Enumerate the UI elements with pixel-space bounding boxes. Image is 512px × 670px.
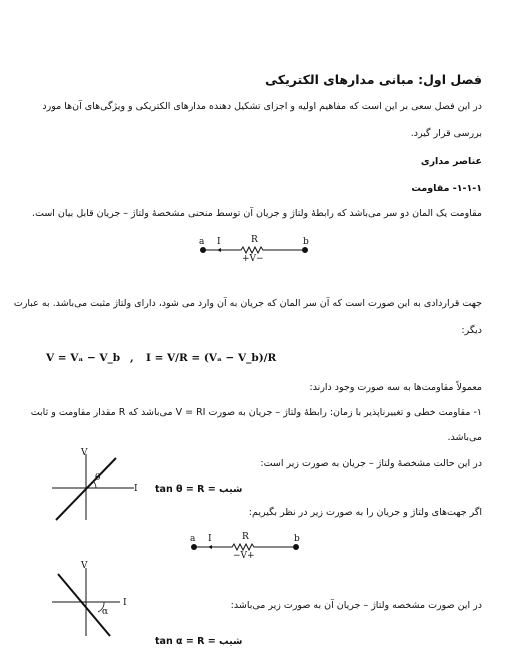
subsection-heading: ۱-۱-۱- مقاومت: [411, 183, 482, 194]
circuit1-node-b: b: [303, 237, 309, 247]
curve1-text: در این حالت مشخصهٔ ولتاژ – جریان به صورت زیر است:: [260, 458, 482, 469]
reverse-directions-text: اگر جهت‌های ولتاژ و جریان را به صورت زیر در نظر بگیریم:: [248, 507, 482, 518]
circuit1-current-arrow-icon: [217, 248, 221, 252]
circuit2-polarity: −V+: [233, 551, 255, 561]
resistance-definition: مقاومت یک المان دو سر می‌باشد که رابطهٔ ولتاژ و جریان آن توسط منحنی مشخصهٔ ولتاژ – جریان قابل بیان است.: [31, 208, 482, 219]
circuit1-current-label: I: [217, 237, 221, 247]
section-heading: عناصر مداری: [420, 156, 482, 167]
graph2-y-label: V: [81, 561, 88, 571]
chapter-title: فصل اول: مبانی مدارهای الکتریکی: [265, 72, 482, 87]
graph2-x-label: I: [123, 598, 127, 608]
graph1-x-label: I: [134, 484, 138, 494]
intro-line-2: بررسی قرار گیرد.: [410, 128, 482, 139]
graph2-characteristic-line: [58, 574, 110, 636]
circuit2-node-b: b: [294, 534, 300, 544]
intro-line-1: در این فصل سعی بر این است که مفاهیم اولیه و اجزای تشکیل دهنده مدارهای الکتریکی و ویژگی‌های آن‌ها مورد: [42, 101, 482, 112]
linear-resistor-line-2: می‌باشد.: [447, 432, 482, 443]
circuit2-current-label: I: [208, 534, 212, 544]
linear-resistor-line-1: ۱- مقاومت خطی و تغییرناپذیر با زمان: رابطهٔ ولتاژ – جریان به صورت V = RI می‌باشد که R مقدار مقاومت و ثابت: [30, 407, 482, 418]
vi-graph-1: [50, 448, 140, 526]
circuit1-polarity: +V−: [242, 254, 264, 264]
circuit-diagram-2: [186, 530, 306, 562]
resistor-types: معمولاً مقاومت‌ها به سه صورت وجود دارند:: [309, 382, 482, 393]
circuit2-resistor-label: R: [242, 532, 249, 542]
formula-current: I = V/R = (Vₐ − V_b)/R: [146, 352, 277, 364]
direction-line-1: جهت قراردادی به این صورت است که آن سر المان که جریان به آن وارد می شود، دارای ولتاژ مثبت می‌باشد. به عبارت: [13, 298, 482, 309]
circuit2-node-a: a: [190, 534, 196, 544]
curve2-text: در این صورت مشخصه ولتاژ – جریان آن به صورت زیر می‌باشد:: [230, 600, 482, 611]
circuit1-resistor-label: R: [251, 235, 258, 245]
circuit1-node-a: a: [199, 237, 205, 247]
graph1-y-label: V: [81, 448, 88, 458]
formula-voltage: V = Vₐ − V_b: [46, 352, 121, 364]
vi-graph-2: [50, 560, 140, 640]
circuit2-current-arrow-icon: [208, 545, 212, 549]
formula-separator: ,: [130, 352, 134, 364]
direction-line-2: دیگر:: [461, 325, 482, 336]
graph1-angle-label: θ: [95, 473, 101, 483]
circuit-diagram-1: [195, 233, 315, 265]
graph2-angle-label: α: [102, 607, 109, 617]
slope2-formula: شیب = tan α = R: [155, 636, 243, 647]
slope1-formula: شیب = tan θ = R: [155, 484, 243, 495]
